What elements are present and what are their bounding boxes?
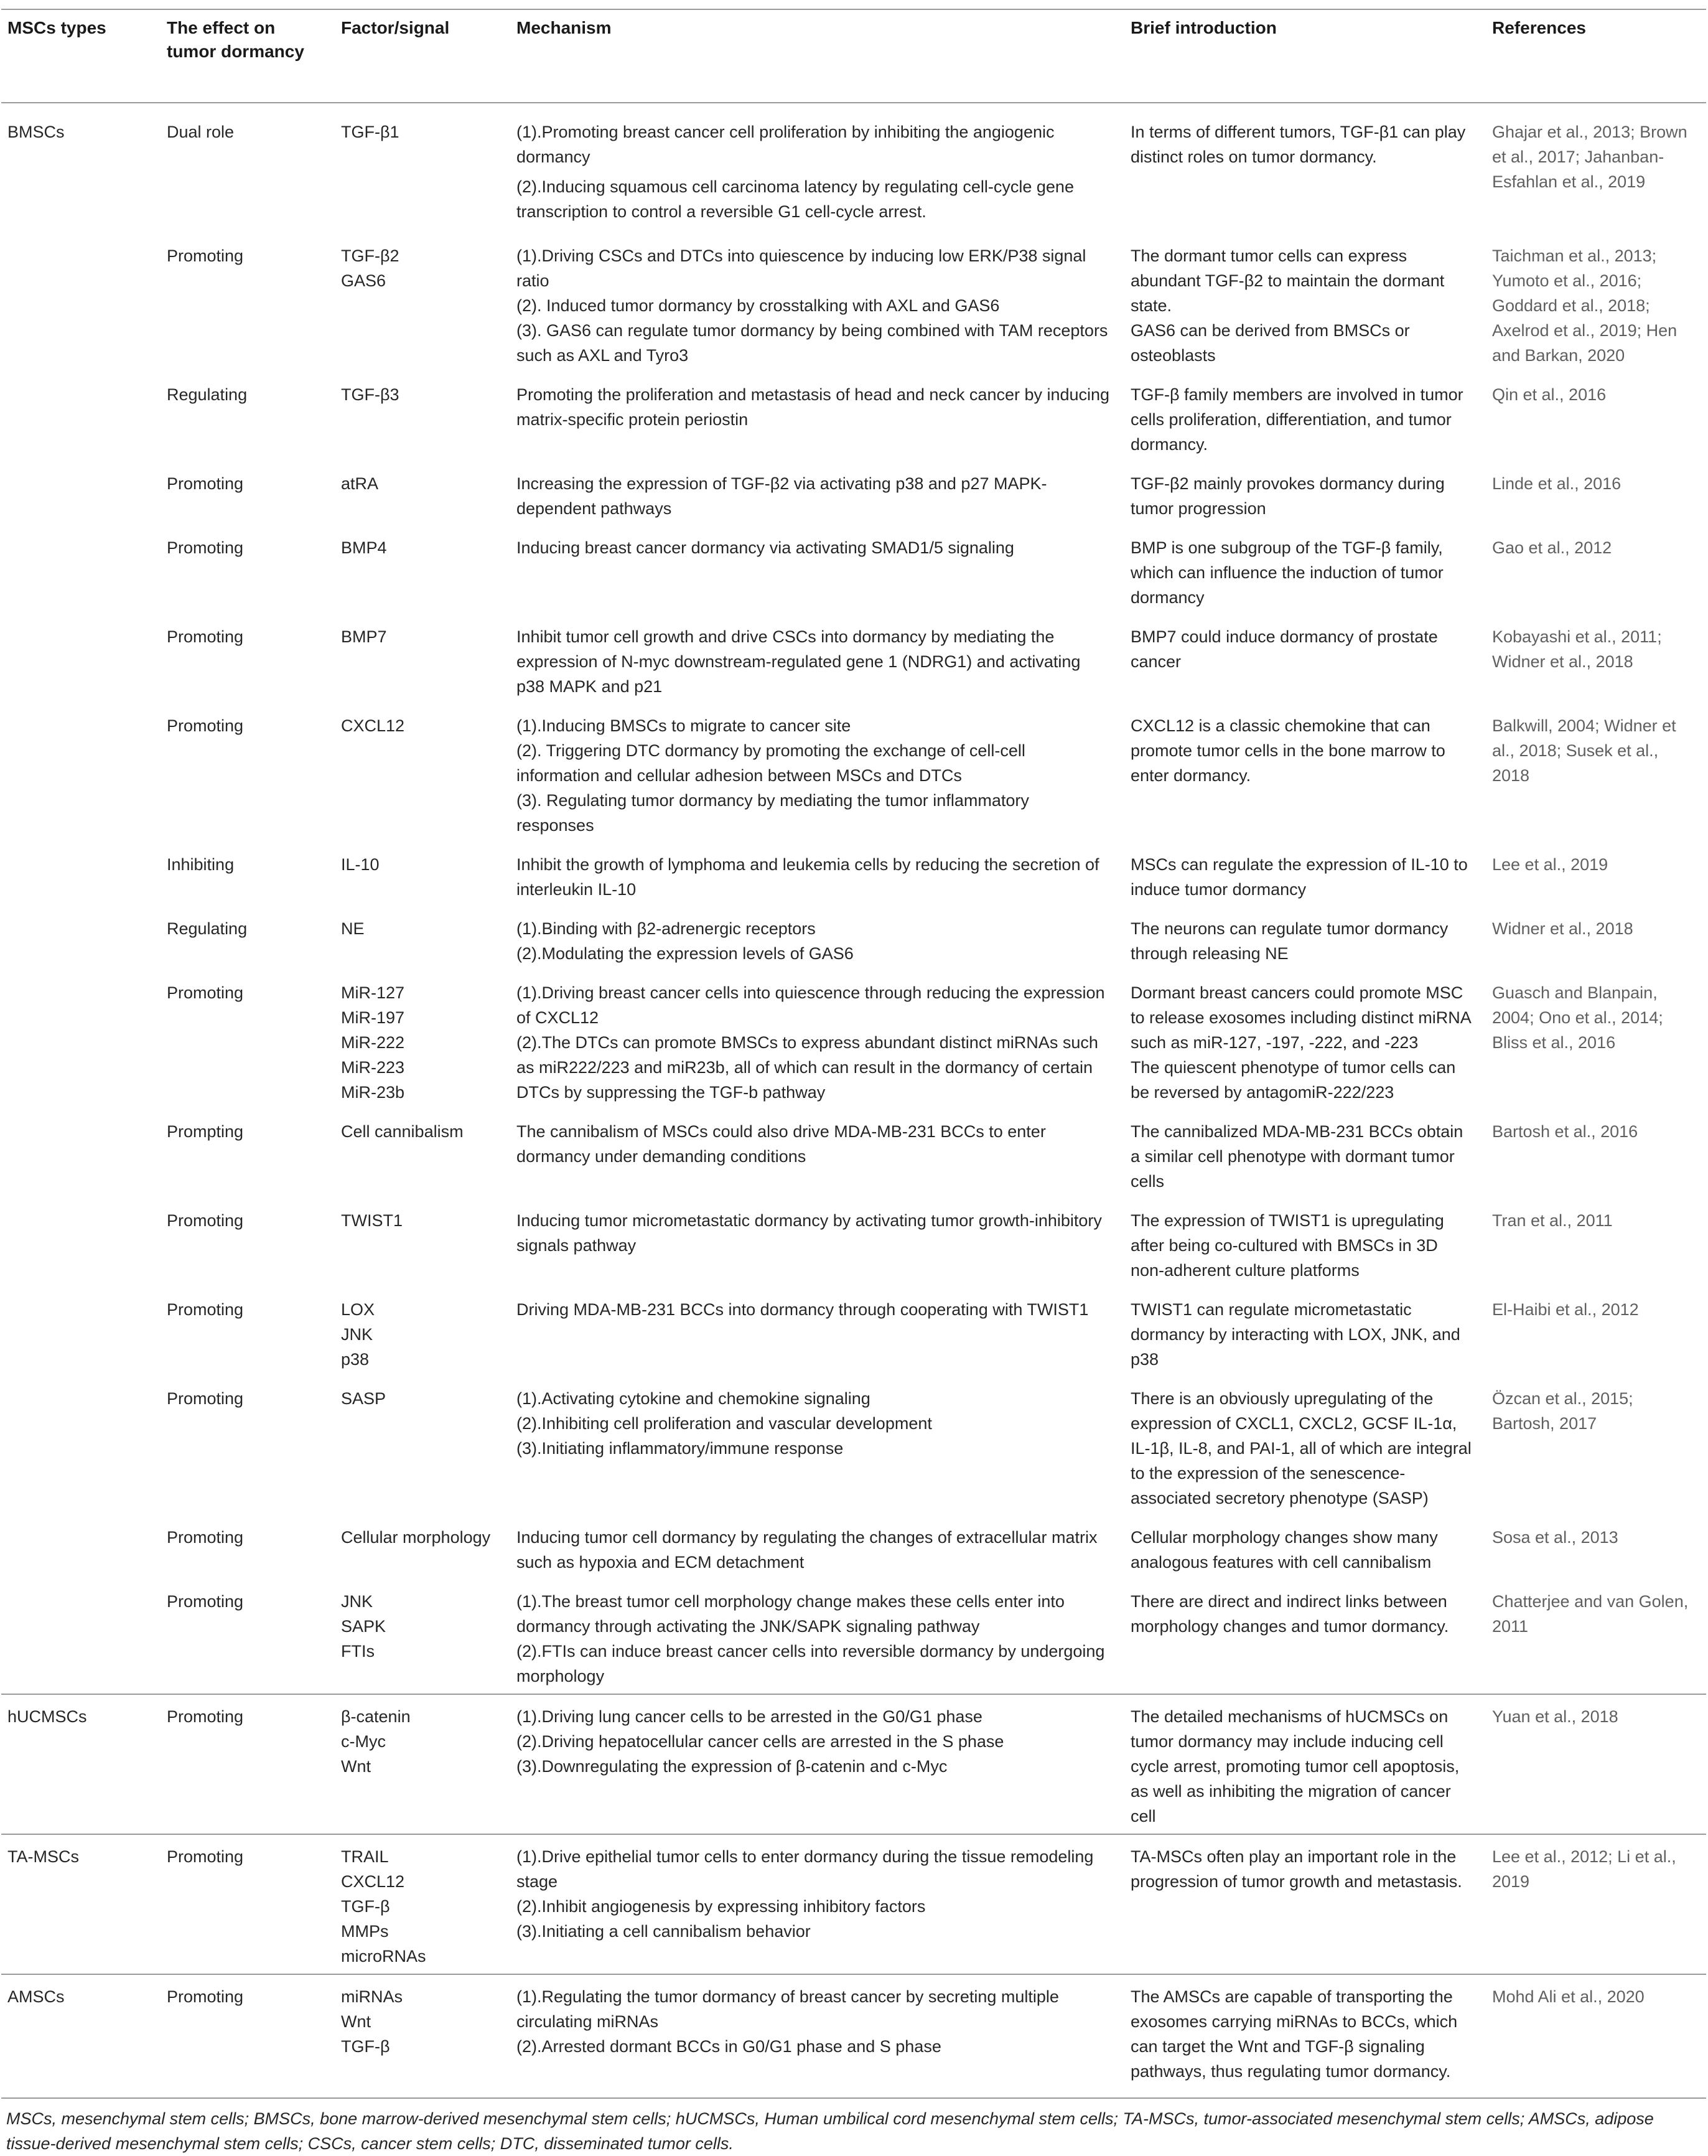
mechanism-item: (1).Driving breast cancer cells into quiescence through reducing the expression of CXCL12	[516, 983, 1105, 1027]
mechanism-item: Driving MDA-MB-231 BCCs into dormancy through cooperating with TWIST1	[516, 1300, 1089, 1319]
intro-item: The cannibalized MDA-MB-231 BCCs obtain a similar cell phenotype with dormant tumor cells	[1131, 1122, 1463, 1191]
mechanism-item: (1).Promoting breast cancer cell proliferation by inhibiting the angiogenic dormancy	[516, 123, 1055, 166]
cell-effect: Promoting	[167, 716, 244, 735]
cell-factor-signal	[335, 373, 510, 462]
cell-effect: Prompting	[167, 1122, 244, 1141]
mechanism-item: (2).The DTCs can promote BMSCs to express abundant distinct miRNAs such as miR222/223 and miR23b, all of which can result in the dormancy of certain DTCs by suppressing the TGF-b pathway	[516, 1033, 1098, 1102]
mechanism-item: (1).Inducing BMSCs to migrate to cancer site	[516, 716, 851, 735]
intro-item: The detailed mechanisms of hUCMSCs on tumor dormancy may include inducing cell cycle arrest, promoting tumor cell apoptosis, as well as inhibiting the migration of cancer cell	[1131, 1707, 1460, 1826]
factor-item: FTIs	[341, 1642, 375, 1661]
cell-mechanism	[510, 526, 1124, 615]
cell-msc-type	[1, 1516, 161, 1580]
intro-item: The AMSCs are capable of transporting the exosomes carrying miRNAs to BCCs, which can target the Wnt and TGF-β signaling pathways, thus regulating tumor dormancy.	[1131, 1987, 1458, 2081]
factor-item: Wnt	[341, 2012, 371, 2031]
mechanism-item: (3). GAS6 can regulate tumor dormancy by being combined with TAM receptors such as AXL and Tyro3	[516, 321, 1108, 365]
intro-item: Cellular morphology changes show many analogous features with cell cannibalism	[1131, 1528, 1438, 1572]
cell-factor-signal	[335, 1694, 510, 1834]
cell-effect: Inhibiting	[167, 855, 235, 874]
cell-effect: Promoting	[167, 627, 244, 646]
cell-references: Kobayashi et al., 2011; Widner et al., 2018	[1492, 627, 1662, 671]
intro-item: Dormant breast cancers could promote MSC to release exosomes including distinct miRNA such as miR-127, -197, -222, and -223	[1131, 983, 1471, 1052]
cell-factor-signal	[335, 615, 510, 704]
cell-factor-signal	[335, 1516, 510, 1580]
cell-factor-signal	[335, 234, 510, 373]
factor-item: LOX	[341, 1300, 375, 1319]
table-body	[1, 103, 1706, 2089]
table-row	[1, 234, 1706, 373]
mechanism-item: (3).Initiating inflammatory/immune response	[516, 1439, 844, 1458]
factor-item: β-catenin	[341, 1707, 411, 1726]
factor-item: CXCL12	[341, 1872, 405, 1891]
cell-msc-type	[1, 1288, 161, 1377]
cell-brief-introduction	[1124, 1377, 1486, 1516]
cell-mechanism	[510, 1516, 1124, 1580]
intro-item: BMP is one subgroup of the TGF-β family, which can influence the induction of tumor dormancy	[1131, 538, 1444, 607]
factor-item: TRAIL	[341, 1847, 389, 1866]
intro-item: There is an obviously upregulating of the expression of CXCL1, CXCL2, GCSF IL-1α, IL-1β, IL-8, and PAI-1, all of which are integral to the expression of the senescence-associated secretory phenotype (SASP)	[1131, 1389, 1472, 1507]
intro-item: The neurons can regulate tumor dormancy through releasing NE	[1131, 919, 1449, 963]
table-row	[1, 971, 1706, 1110]
table-row	[1, 462, 1706, 526]
intro-item: TA-MSCs often play an important role in the progression of tumor growth and metastasis.	[1131, 1847, 1462, 1891]
cell-brief-introduction	[1124, 526, 1486, 615]
factor-item: TWIST1	[341, 1211, 403, 1230]
factor-item: MiR-223	[341, 1058, 405, 1077]
factor-item: miRNAs	[341, 1987, 403, 2006]
table-row	[1, 1288, 1706, 1377]
cell-brief-introduction	[1124, 462, 1486, 526]
intro-item: TGF-β2 mainly provokes dormancy during tumor progression	[1131, 474, 1445, 518]
cell-references: Bartosh et al., 2016	[1492, 1122, 1638, 1141]
cell-msc-type	[1, 526, 161, 615]
table-header	[1, 9, 1706, 103]
intro-item: MSCs can regulate the expression of IL-10 to induce tumor dormancy	[1131, 855, 1468, 899]
intro-item: TWIST1 can regulate micrometastatic dormancy by interacting with LOX, JNK, and p38	[1131, 1300, 1460, 1369]
cell-effect: Promoting	[161, 1834, 335, 1974]
mechanism-item: (2).Arrested dormant BCCs in G0/G1 phase and S phase	[516, 2037, 941, 2056]
factor-item: TGF-β	[341, 1897, 390, 1916]
cell-mechanism	[510, 462, 1124, 526]
cell-msc-type	[1, 234, 161, 373]
cell-references: Ghajar et al., 2013; Brown et al., 2017; Jahanban-Esfahlan et al., 2019	[1492, 123, 1687, 191]
table-row	[1, 103, 1706, 234]
cell-mechanism	[510, 1694, 1124, 1834]
cell-mechanism	[510, 1834, 1124, 1974]
cell-brief-introduction	[1124, 1516, 1486, 1580]
cell-effect: Promoting	[167, 474, 244, 493]
cell-msc-type	[1, 615, 161, 704]
mechanism-item: (2).Modulating the expression levels of GAS6	[516, 944, 854, 963]
table-row	[1, 526, 1706, 615]
cell-mechanism	[510, 615, 1124, 704]
factor-item: TGF-β	[341, 2037, 390, 2056]
cell-mechanism	[510, 704, 1124, 843]
table-row	[1, 843, 1706, 907]
cell-brief-introduction	[1124, 1580, 1486, 1694]
cell-factor-signal	[335, 1377, 510, 1516]
intro-item: GAS6 can be derived from BMSCs or osteoblasts	[1131, 321, 1410, 365]
factor-item: Wnt	[341, 1757, 371, 1776]
cell-mechanism	[510, 971, 1124, 1110]
header-brief-introduction: Brief introduction	[1124, 9, 1486, 103]
cell-factor-signal	[335, 462, 510, 526]
factor-item: MMPs	[341, 1922, 389, 1941]
cell-factor-signal	[335, 1974, 510, 2089]
cell-mechanism	[510, 1974, 1124, 2089]
factor-item: atRA	[341, 474, 379, 493]
table-row	[1, 1199, 1706, 1288]
table-row	[1, 704, 1706, 843]
table-row	[1, 1580, 1706, 1694]
cell-references: Tran et al., 2011	[1492, 1211, 1613, 1230]
intro-item: The expression of TWIST1 is upregulating after being co-cultured with BMSCs in 3D non-adherent culture platforms	[1131, 1211, 1444, 1280]
mechanism-item: (1).Activating cytokine and chemokine signaling	[516, 1389, 870, 1408]
mechanism-item: (2).Driving hepatocellular cancer cells are arrested in the S phase	[516, 1732, 1004, 1751]
factor-item: MiR-23b	[341, 1083, 405, 1102]
cell-effect: Promoting	[161, 1694, 335, 1834]
cell-references: Chatterjee and van Golen, 2011	[1492, 1592, 1689, 1636]
cell-references: Lee et al., 2019	[1492, 855, 1608, 874]
mechanism-item: Promoting the proliferation and metastasis of head and neck cancer by inducing matrix-specific protein periostin	[516, 385, 1110, 429]
cell-msc-type	[1, 843, 161, 907]
cell-effect: Promoting	[167, 1211, 244, 1230]
mechanism-item: The cannibalism of MSCs could also drive MDA-MB-231 BCCs to enter dormancy under demanding conditions	[516, 1122, 1046, 1166]
cell-brief-introduction	[1124, 1974, 1486, 2089]
cell-effect: Promoting	[167, 1389, 244, 1408]
cell-factor-signal	[335, 1288, 510, 1377]
cell-mechanism	[510, 1199, 1124, 1288]
cell-references: Taichman et al., 2013; Yumoto et al., 2016; Goddard et al., 2018; Axelrod et al., 2019; Hen and Barkan, 2020	[1492, 246, 1678, 365]
cell-references: Özcan et al., 2015; Bartosh, 2017	[1492, 1389, 1633, 1433]
header-row	[1, 9, 1706, 103]
factor-item: TGF-β2	[341, 246, 399, 265]
table-row	[1, 1974, 1706, 2089]
cell-brief-introduction	[1124, 615, 1486, 704]
factor-item: GAS6	[341, 271, 386, 290]
factor-item: Cell cannibalism	[341, 1122, 464, 1141]
cell-effect: Regulating	[167, 919, 248, 938]
cell-brief-introduction	[1124, 971, 1486, 1110]
factor-item: MiR-197	[341, 1008, 405, 1027]
cell-msc-type	[1, 1110, 161, 1199]
factor-item: MiR-222	[341, 1033, 405, 1052]
cell-references: Gao et al., 2012	[1492, 538, 1612, 557]
cell-mechanism	[510, 907, 1124, 971]
factor-item: JNK	[341, 1325, 373, 1344]
cell-msc-type	[1, 1377, 161, 1516]
cell-effect: Promoting	[161, 1974, 335, 2089]
table-row	[1, 1516, 1706, 1580]
cell-mechanism	[510, 1110, 1124, 1199]
factor-item: NE	[341, 919, 365, 938]
cell-mechanism	[510, 234, 1124, 373]
cell-references: Mohd Ali et al., 2020	[1486, 1974, 1706, 2089]
cell-brief-introduction	[1124, 1834, 1486, 1974]
cell-msc-type: BMSCs	[7, 123, 65, 141]
table-footnote: MSCs, mesenchymal stem cells; BMSCs, bone marrow-derived mesenchymal stem cells; hUCMSCs, Human umbilical cord mesenchymal stem cells; TA-MSCs, tumor-associated mesenchymal stem cells; AMSCs, adipose tissue-derived mesenchymal stem cells; CSCs, cancer stem cells; DTC, disseminated tumor cells.	[6, 2109, 1654, 2153]
mechanism-item: (2). Induced tumor dormancy by crosstalking with AXL and GAS6	[516, 296, 1000, 315]
cell-references: Sosa et al., 2013	[1492, 1528, 1618, 1547]
intro-item: The dormant tumor cells can express abundant TGF-β2 to maintain the dormant state.	[1131, 246, 1445, 315]
factor-item: BMP4	[341, 538, 387, 557]
cell-effect: Promoting	[167, 1528, 244, 1547]
cell-brief-introduction	[1124, 373, 1486, 462]
table-row	[1, 907, 1706, 971]
header-msc-types: MSCs types	[1, 9, 161, 103]
cell-factor-signal	[335, 103, 510, 234]
mechanism-item: (3).Initiating a cell cannibalism behavior	[516, 1922, 811, 1941]
intro-item: BMP7 could induce dormancy of prostate cancer	[1131, 627, 1438, 671]
cell-msc-type: TA-MSCs	[1, 1834, 161, 1974]
cell-mechanism	[510, 1288, 1124, 1377]
header-factor-signal: Factor/signal	[335, 9, 510, 103]
table-row	[1, 1377, 1706, 1516]
mechanism-item: (2).Inducing squamous cell carcinoma latency by regulating cell-cycle gene transcription to control a reversible G1 cell-cycle arrest.	[516, 177, 1074, 221]
cell-brief-introduction	[1124, 1199, 1486, 1288]
cell-mechanism	[510, 1377, 1124, 1516]
cell-factor-signal	[335, 971, 510, 1110]
cell-msc-type	[1, 704, 161, 843]
intro-item: TGF-β family members are involved in tumor cells proliferation, differentiation, and tumor dormancy.	[1131, 385, 1463, 454]
cell-msc-type: hUCMSCs	[1, 1694, 161, 1834]
cell-factor-signal	[335, 1199, 510, 1288]
factor-item: SASP	[341, 1389, 386, 1408]
mechanism-item: (1).Driving lung cancer cells to be arrested in the G0/G1 phase	[516, 1707, 982, 1726]
mechanism-item: Inhibit the growth of lymphoma and leukemia cells by reducing the secretion of interleukin IL-10	[516, 855, 1099, 899]
table-row	[1, 1834, 1706, 1974]
factor-item: c-Myc	[341, 1732, 386, 1751]
table-row	[1, 615, 1706, 704]
cell-mechanism	[510, 843, 1124, 907]
mechanism-item: (1).Regulating the tumor dormancy of breast cancer by secreting multiple circulating miRNAs	[516, 1987, 1059, 2031]
cell-effect: Promoting	[167, 246, 244, 265]
dormancy-factors-table	[1, 9, 1706, 2089]
intro-item: CXCL12 is a classic chemokine that can promote tumor cells in the bone marrow to enter dormancy.	[1131, 716, 1445, 785]
table-bottom-rule	[1, 2097, 1706, 2099]
cell-factor-signal	[335, 1580, 510, 1694]
table-row	[1, 1110, 1706, 1199]
cell-references: Lee et al., 2012; Li et al., 2019	[1486, 1834, 1706, 1974]
cell-factor-signal	[335, 1834, 510, 1974]
cell-msc-type: AMSCs	[1, 1974, 161, 2089]
table-row	[1, 1694, 1706, 1834]
header-references: References	[1486, 9, 1706, 103]
cell-effect: Dual role	[167, 123, 235, 141]
factor-item: TGF-β3	[341, 385, 399, 404]
cell-msc-type	[1, 907, 161, 971]
mechanism-item: (2).FTIs can induce breast cancer cells into reversible dormancy by undergoing morphology	[516, 1642, 1105, 1685]
cell-effect: Promoting	[167, 1592, 244, 1611]
factor-item: IL-10	[341, 855, 380, 874]
cell-references: Linde et al., 2016	[1492, 474, 1622, 493]
cell-mechanism	[510, 373, 1124, 462]
cell-msc-type	[1, 1580, 161, 1694]
mechanism-item: (1).Binding with β2-adrenergic receptors	[516, 919, 816, 938]
mechanism-item: (3). Regulating tumor dormancy by mediating the tumor inflammatory responses	[516, 791, 1029, 835]
cell-effect: Regulating	[167, 385, 248, 404]
mechanism-item: (1).Driving CSCs and DTCs into quiescence by inducing low ERK/P38 signal ratio	[516, 246, 1086, 290]
cell-msc-type	[1, 1199, 161, 1288]
cell-mechanism	[510, 1580, 1124, 1694]
cell-msc-type	[1, 373, 161, 462]
table-row	[1, 373, 1706, 462]
cell-msc-type	[1, 971, 161, 1110]
mechanism-item: (3).Downregulating the expression of β-catenin and c-Myc	[516, 1757, 948, 1776]
mechanism-item: (1).Drive epithelial tumor cells to enter dormancy during the tissue remodeling stage	[516, 1847, 1094, 1891]
mechanism-item: Inducing breast cancer dormancy via activating SMAD1/5 signaling	[516, 538, 1014, 557]
intro-item: The quiescent phenotype of tumor cells can be reversed by antagomiR-222/223	[1131, 1058, 1456, 1102]
cell-brief-introduction	[1124, 1110, 1486, 1199]
factor-item: microRNAs	[341, 1947, 426, 1966]
header-mechanism: Mechanism	[510, 9, 1124, 103]
cell-factor-signal	[335, 843, 510, 907]
cell-brief-introduction	[1124, 1288, 1486, 1377]
mechanism-item: (1).The breast tumor cell morphology change makes these cells enter into dormancy through activating the JNK/SAPK signaling pathway	[516, 1592, 1065, 1636]
header-effect: The effect on tumor dormancy	[161, 9, 335, 103]
cell-references: Guasch and Blanpain, 2004; Ono et al., 2014; Bliss et al., 2016	[1492, 983, 1663, 1052]
factor-item: SAPK	[341, 1617, 386, 1636]
cell-effect: Promoting	[167, 983, 244, 1002]
cell-brief-introduction	[1124, 1694, 1486, 1834]
cell-references: Balkwill, 2004; Widner et al., 2018; Susek et al., 2018	[1492, 716, 1676, 785]
intro-item: In terms of different tumors, TGF-β1 can play distinct roles on tumor dormancy.	[1131, 123, 1466, 166]
cell-references: Qin et al., 2016	[1492, 385, 1607, 404]
cell-references: Yuan et al., 2018	[1486, 1694, 1706, 1834]
cell-references: Widner et al., 2018	[1492, 919, 1633, 938]
mechanism-item: (2).Inhibit angiogenesis by expressing inhibitory factors	[516, 1897, 926, 1916]
cell-effect: Promoting	[167, 538, 244, 557]
factor-item: p38	[341, 1350, 370, 1369]
factor-item: MiR-127	[341, 983, 405, 1002]
mechanism-item: Increasing the expression of TGF-β2 via activating p38 and p27 MAPK-dependent pathways	[516, 474, 1047, 518]
factor-item: JNK	[341, 1592, 373, 1611]
mechanism-item: (2). Triggering DTC dormancy by promoting the exchange of cell-cell information and cellular adhesion between MSCs and DTCs	[516, 741, 1025, 785]
mechanism-item: Inducing tumor cell dormancy by regulating the changes of extracellular matrix such as hypoxia and ECM detachment	[516, 1528, 1098, 1572]
cell-brief-introduction	[1124, 907, 1486, 971]
cell-brief-introduction	[1124, 843, 1486, 907]
cell-references: El-Haibi et al., 2012	[1492, 1300, 1639, 1319]
factor-item: Cellular morphology	[341, 1528, 491, 1547]
cell-factor-signal	[335, 526, 510, 615]
cell-brief-introduction	[1124, 103, 1486, 234]
cell-factor-signal	[335, 1110, 510, 1199]
cell-effect: Promoting	[167, 1300, 244, 1319]
mechanism-item: Inducing tumor micrometastatic dormancy by activating tumor growth-inhibitory signals pathway	[516, 1211, 1102, 1255]
factor-item: TGF-β1	[341, 123, 399, 141]
cell-mechanism	[510, 103, 1124, 234]
cell-msc-type	[1, 462, 161, 526]
intro-item: There are direct and indirect links between morphology changes and tumor dormancy.	[1131, 1592, 1449, 1636]
mechanism-item: (2).Inhibiting cell proliferation and vascular development	[516, 1414, 932, 1433]
cell-factor-signal	[335, 907, 510, 971]
factor-item: CXCL12	[341, 716, 405, 735]
cell-brief-introduction	[1124, 234, 1486, 373]
mechanism-item: Inhibit tumor cell growth and drive CSCs into dormancy by mediating the expression of N-myc downstream-regulated gene 1 (NDRG1) and activating p38 MAPK and p21	[516, 627, 1081, 696]
cell-brief-introduction	[1124, 704, 1486, 843]
factor-item: BMP7	[341, 627, 387, 646]
cell-factor-signal	[335, 704, 510, 843]
